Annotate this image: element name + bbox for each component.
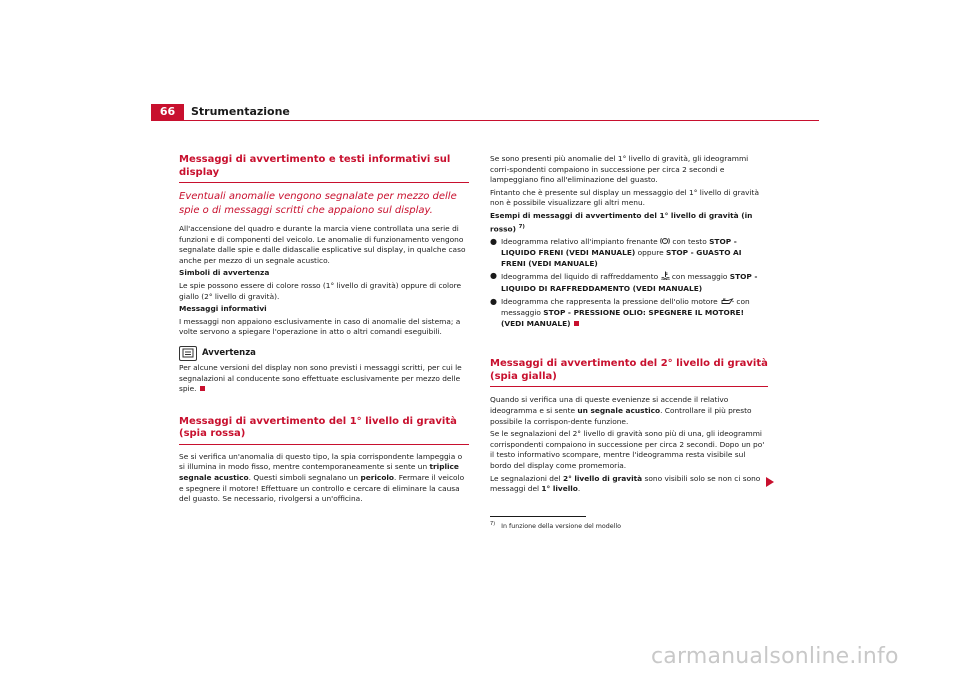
list-item-text [501, 271, 768, 294]
level1-text-c: . Fermare il veicolo e spegnere il motore! Effettuare un controllo e cercare di eliminare la causa del guasto. Se necessario, rivolgersi a un'officina. [179, 472, 465, 504]
note-paragraph [179, 363, 469, 395]
note-text: Per alcune versioni del display non sono previsti i messaggi scritti, per cui le segnalazioni al conducente sono effettuate esclusivamente per mezzo delle spie. [179, 362, 462, 394]
info-paragraph: I messaggi non appaiono esclusivamente in caso di anomalie del sistema; a volte servono a spiegare l'operazione in atto o altri comandi eseguibili. [179, 316, 461, 337]
bullet-icon: ● [490, 296, 497, 306]
symbols-heading: Simboli di avvertenza [179, 268, 270, 278]
level2-text-e: . [577, 484, 581, 494]
level2-bold-b: 2° livello di gravità [562, 473, 643, 483]
examples-heading-text: Esempi di messaggi di avvertimento del 1° livello di gravità (in rosso) [490, 210, 753, 234]
multi-fault-paragraph: Se sono presenti più anomalie del 1° livello di gravità, gli ideogrammi corri-spondenti compaiono in successione per circa 2 secondi e lampeggiano fino all'eliminazione del guasto. [490, 154, 749, 185]
menu-block-paragraph: Fintanto che è presente sul display un messaggio del 1° livello di gravità non è possibile visualizzare gli altri menu. [490, 187, 759, 208]
level2-text-b: . Controllare il più presto possibile la corrispon-dente funzione. [490, 405, 752, 426]
end-of-section-mark [200, 386, 205, 391]
brake-text-c: oppure [635, 248, 666, 258]
watermark: carmanualsonline.info [651, 644, 899, 669]
level2-text-a: Quando si verifica una di queste evenienze si accende il relativo ideogramma e si sente [490, 395, 729, 415]
level1-bold-a: triplice segnale acustico [179, 462, 459, 482]
intro-paragraph: All'accensione del quadro e durante la marcia viene controllata una serie di funzioni e di componenti del veicolo. Le anomalie di funzionamento vengono segnalate dalle spie e dalle didascalie esplicative sul display, in qualche caso anche per mezzo di un segnale acustico. [179, 224, 466, 265]
brake-warning-icon [660, 237, 670, 249]
oil-text-a: Ideogramma che rappresenta la pressione dell'olio motore [501, 296, 721, 306]
note-heading-label: Avvertenza [202, 348, 256, 359]
coolant-icon [661, 271, 670, 284]
list-item-text [501, 237, 768, 270]
section-title-level1: Messaggi di avvertimento del 1° livello di gravità (spia rossa) [179, 416, 469, 445]
footnote-number: 7) [490, 521, 496, 527]
list-item-coolant [490, 271, 768, 294]
page-title: Strumentazione [191, 105, 290, 118]
brake-text-b: con testo [670, 236, 710, 246]
level1-text-b: . Questi simboli segnalano un [248, 472, 361, 482]
continue-arrow-icon [766, 477, 774, 487]
level1-text-a: Se si verifica un'anomalia di questo tipo, la spia corrispondente lampeggia o si illumina in modo fisso, mentre contemporaneamente si sente un [179, 451, 463, 472]
page-number: 66 [151, 104, 184, 120]
footnote-ref: 7) [518, 223, 525, 230]
section-title-warning-messages: Messaggi di avvertimento e testi informativi sul display [179, 154, 469, 183]
level2-paragraph-1 [490, 395, 768, 427]
right-column [490, 154, 768, 497]
bullet-icon: ● [490, 236, 497, 246]
brake-message-b: STOP - GUASTO AI FRENI (VEDI MANUALE) [501, 248, 742, 268]
level2-text-d: sono visibili solo se non ci sono messaggi del [490, 473, 761, 494]
bullet-icon: ● [490, 271, 497, 281]
examples-heading [490, 211, 768, 235]
list-item-text [501, 297, 768, 330]
coolant-text-a: Ideogramma del liquido di raffreddamento [501, 272, 661, 282]
list-item-brake [490, 237, 768, 270]
level2-paragraph-3 [490, 474, 768, 495]
footnote [490, 520, 621, 531]
header-divider [151, 120, 819, 121]
level2-bold-c: 1° livello [541, 484, 578, 494]
end-of-section-mark [574, 321, 579, 326]
symbols-paragraph: Le spie possono essere di colore rosso (1° livello di gravità) oppure di colore giallo (2° livello di gravità). [179, 280, 462, 301]
section-subtitle: Eventuali anomalie vengono segnalate per mezzo delle spie o di messaggi scritti che appaiono sul display. [179, 191, 457, 216]
list-item-oil-pressure [490, 297, 768, 330]
level2-text-c: Le segnalazioni del [490, 473, 563, 483]
brake-message-a: STOP - LIQUIDO FRENI (VEDI MANUALE) [501, 236, 737, 258]
section-title-level2: Messaggi di avvertimento del 2° livello di gravità (spia gialla) [490, 358, 768, 387]
note-icon [179, 346, 197, 361]
oil-can-icon [720, 298, 734, 309]
oil-message: STOP - PRESSIONE OLIO: SPEGNERE IL MOTORE! (VEDI MANUALE) [501, 308, 744, 328]
level2-bold-a: un segnale acustico [577, 405, 661, 415]
svg-text:!: ! [664, 238, 666, 244]
oil-text-b: con messaggio [501, 296, 750, 318]
coolant-text-b: con messaggio [669, 272, 730, 282]
footnote-divider [490, 516, 586, 517]
note-heading [179, 346, 469, 361]
level2-paragraph-2: Se le segnalazioni del 2° livello di gravità sono più di una, gli ideogrammi corrispondenti compaiono in successione per circa 2 secondi. Dopo un po' il testo informativo scompare, mentre l'ideogramma resta visibile sul bordo del display come promemoria. [490, 429, 765, 470]
info-heading: Messaggi informativi [179, 304, 267, 314]
level1-paragraph [179, 452, 469, 505]
brake-text-a: Ideogramma relativo all'impianto frenante [501, 236, 661, 246]
footnote-text: In funzione della versione del modello [501, 523, 621, 531]
coolant-message: STOP - LIQUIDO DI RAFFREDDAMENTO (VEDI MANUALE) [501, 272, 758, 293]
level1-bold-b: pericolo [360, 472, 395, 482]
left-column [179, 154, 469, 507]
